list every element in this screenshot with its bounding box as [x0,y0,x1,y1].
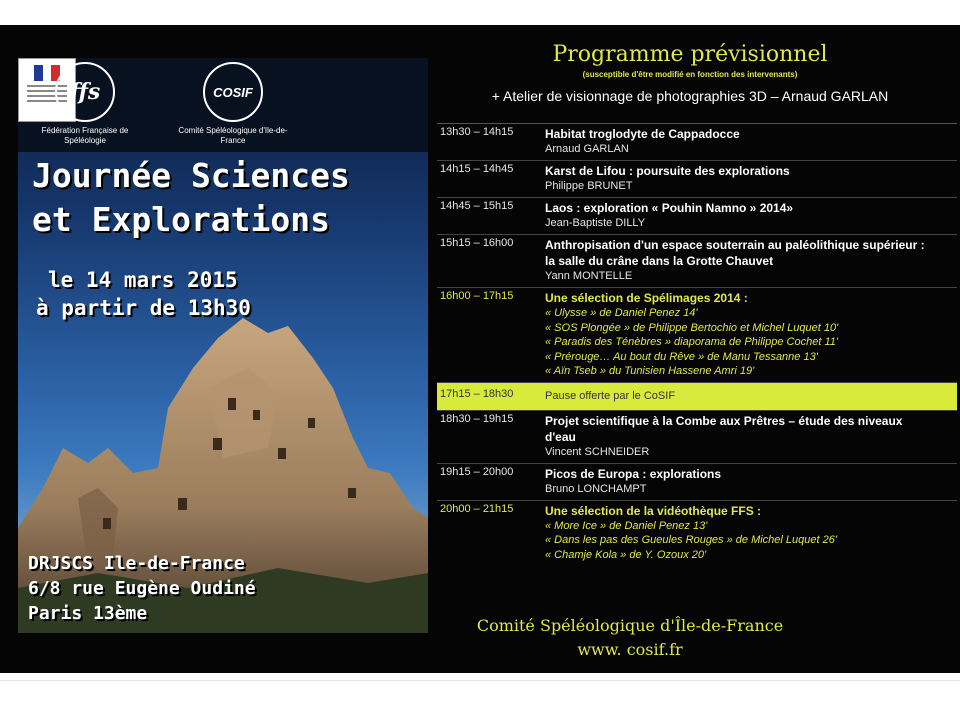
organizer-website[interactable]: www. cosif.fr [577,640,683,659]
cosif-mark: COSIF [213,84,253,100]
poster-start-time: à partir de 13h30 [36,296,251,320]
row-title: Anthropisation d'un espace souterrain au paléolithique supérieur : la salle du crâne dans la Grotte Chauvet [545,238,925,268]
poster-title-line2: et Explorations [32,200,331,239]
row-title: Laos : exploration « Pouhin Namno » 2014» [545,201,794,215]
address-line3: Paris 13ème [28,603,148,624]
poster-title [32,154,422,242]
film-item: « Aïn Tseb » du Tunisien Hassene Amri 19' [545,365,755,377]
film-item: « Ulysse » de Daniel Penez 14' [545,307,698,319]
row-time: 19h15 – 20h00 [440,465,514,478]
row-speaker: Yann MONTELLE [545,270,633,282]
poster [18,58,428,633]
row-speaker: Philippe BRUNET [545,180,633,192]
schedule-row [437,124,957,161]
row-speaker: Arnaud GARLAN [545,143,629,155]
film-item: « More Ice » de Daniel Penez 13' [545,519,708,532]
address-line1: DRJSCS Ile-de-France [28,553,245,574]
schedule-table [437,123,957,565]
program-subtitle: (susceptible d'être modifié en fonction des intervenants) [582,70,798,79]
row-title: Une sélection de la vidéothèque FFS : [545,503,762,518]
row-title: Pause offerte par le CoSIF [545,389,676,402]
schedule-row-screening [437,501,957,566]
logo-bar [18,58,428,152]
schedule-row [437,464,957,501]
schedule-row [437,411,957,464]
schedule-row [437,235,957,288]
film-item: « Prérouge… Au bout du Rêve » de Manu Tessanne 13' [545,350,818,363]
film-item: « Chamje Kola » de Y. Ozoux 20' [545,548,707,561]
film-item: « SOS Plongée » de Philippe Bertochio et Michel Luquet 10' [545,321,839,334]
row-speaker: Jean-Baptiste DILLY [545,217,646,229]
cosif-bat-icon [203,62,263,122]
row-time: 18h30 – 19h15 [440,412,514,425]
ffs-caption: Fédération Française de Spéléologie [41,126,129,145]
cosif-logo [178,62,288,146]
row-time: 16h00 – 17h15 [440,290,514,302]
program-title: Programme prévisionnel [552,42,828,67]
schedule-row [437,161,957,198]
row-title: Une sélection de Spélimages 2014 : [545,291,748,305]
schedule-row-pause [437,383,957,411]
ffs-mark: ffs [69,79,101,105]
address-line2: 6/8 rue Eugène Oudiné [28,578,256,599]
cosif-caption: Comité Spéléologique d'Ile-de-France [178,126,288,145]
film-item: « Paradis des Ténèbres » diaporama de Philippe Cochet 11' [545,336,838,348]
row-speaker: Bruno LONCHAMPT [545,482,647,495]
bottom-band [0,680,960,721]
row-time: 14h15 – 14h45 [440,163,514,175]
film-item: « Dans les pas des Gueules Rouges » de Michel Luquet 26' [545,534,837,546]
row-speaker: Vincent SCHNEIDER [545,445,650,458]
row-time: 15h15 – 16h00 [440,237,514,249]
row-title: Picos de Europa : explorations [545,466,722,481]
row-time: 20h00 – 21h15 [440,502,514,515]
row-time: 17h15 – 18h30 [440,387,514,400]
row-title: Projet scientifique à la Combe aux Prêtres – étude des niveaux d'eau [545,413,903,444]
ffs-logo [30,62,140,146]
atelier-note: + Atelier de visionnage de photographies 3D – Arnaud GARLAN [491,88,889,104]
poster-date: le 14 mars 2015 [48,268,238,292]
row-time: 13h30 – 14h15 [440,126,514,138]
organizer-name: Comité Spéléologique d'Île-de-France [476,616,784,635]
bat-icon [55,62,115,122]
row-title: Habitat troglodyte de Cappadocce [545,127,740,141]
poster-title-line1: Journée Sciences [32,156,350,195]
schedule-row-screening [437,288,957,383]
schedule-row [437,198,957,235]
row-title: Karst de Lifou : poursuite des explorations [545,164,790,178]
row-time: 14h45 – 15h15 [440,200,514,212]
